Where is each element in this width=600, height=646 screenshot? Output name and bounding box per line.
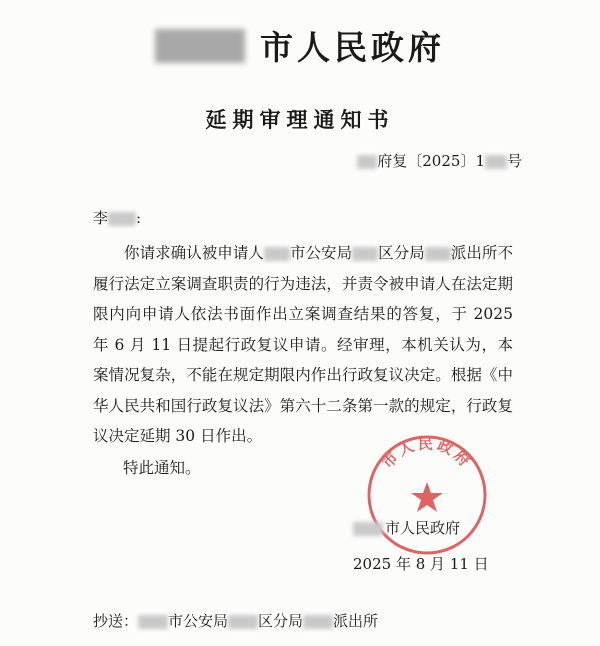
signature-org bbox=[353, 517, 460, 538]
cc-label: 抄送： bbox=[93, 612, 139, 630]
cc-segment-3: 派出所 bbox=[333, 612, 379, 630]
document-number-prefix: 府复〔2025〕1 bbox=[377, 152, 485, 170]
document-header bbox=[0, 22, 600, 66]
government-name: 市人民政府 bbox=[260, 28, 446, 67]
notice-body bbox=[93, 238, 513, 452]
official-seal bbox=[362, 430, 492, 560]
redacted-city-name bbox=[155, 29, 245, 63]
redacted-signature-city bbox=[353, 522, 383, 536]
recipient-line bbox=[93, 207, 141, 228]
redacted-recipient-name bbox=[108, 212, 136, 226]
body-segment-3: 区分局 bbox=[378, 244, 425, 262]
redacted-cc-district bbox=[228, 615, 258, 629]
closing-remark: 特此通知。 bbox=[123, 459, 201, 477]
seal-star-icon bbox=[411, 482, 443, 512]
document-number-suffix: 号 bbox=[506, 152, 522, 170]
body-segment-4: 派出所不履行法定立案调查职责的行为违法，并责令被申请人在法定期限内向申请人依法书面作出立案调查结果的答复，于 2025 年 6 月 11 日提起行政复议申请。经审理，本机关认为，本案情况复杂，不能在规定期限内作出行政复议决定。根据《中华人民共和国行政复议法》第六十二条第一款的规定，行政复议决定延期 30 日作出。 bbox=[93, 244, 513, 445]
redacted-district bbox=[352, 247, 378, 261]
signature-date: 2025 年 8 月 11 日 bbox=[353, 555, 489, 573]
redacted-station bbox=[425, 247, 451, 261]
redacted-cc-city bbox=[138, 615, 168, 629]
cc-segment-2: 区分局 bbox=[258, 612, 304, 630]
body-segment-1: 你请求确认被申请人 bbox=[124, 244, 264, 262]
signature-org-name: 市人民政府 bbox=[385, 519, 461, 537]
cc-segment-1: 市公安局 bbox=[168, 612, 229, 630]
document-title: 延期审理通知书 bbox=[205, 107, 395, 132]
recipient-surname: 李 bbox=[93, 209, 109, 227]
cc-line bbox=[93, 610, 378, 631]
redacted-number-prefix bbox=[357, 155, 377, 169]
recipient-colon: : bbox=[136, 209, 142, 227]
redacted-number-digits bbox=[485, 155, 507, 169]
redacted-cc-station bbox=[303, 615, 333, 629]
seal-text: 市人民政府 bbox=[378, 434, 476, 472]
body-segment-2: 市公安局 bbox=[289, 244, 353, 262]
document-number bbox=[357, 150, 522, 171]
redacted-city bbox=[264, 247, 290, 261]
